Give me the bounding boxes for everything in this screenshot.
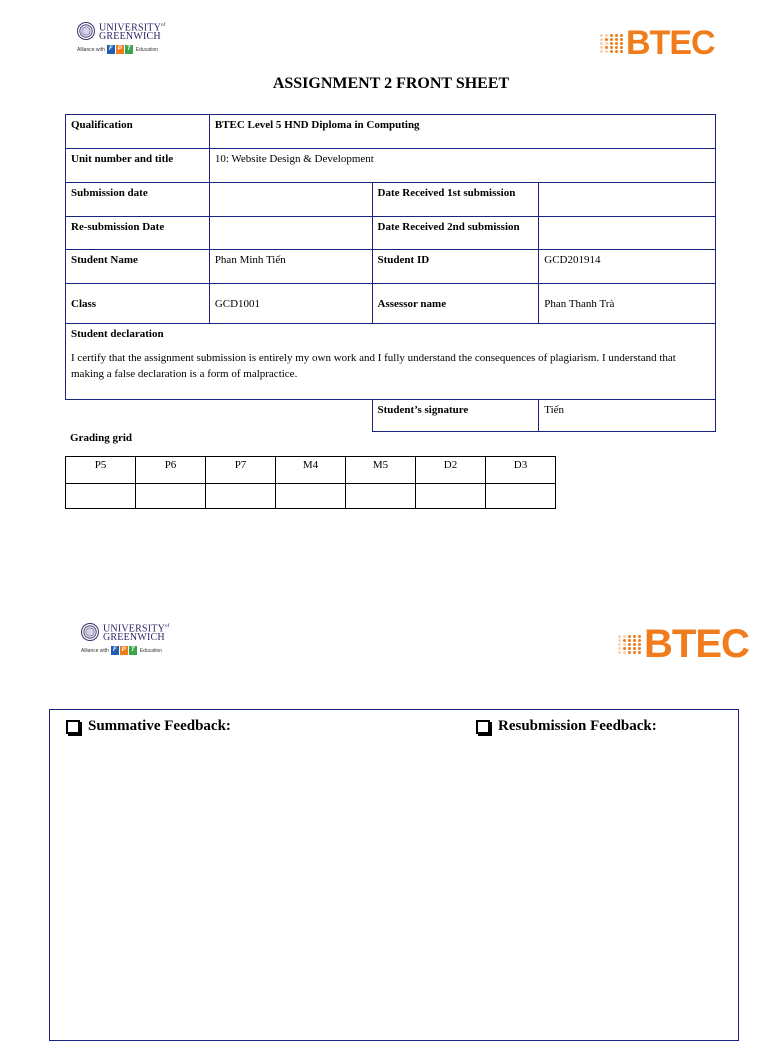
grade-header: M4	[276, 457, 346, 484]
university-greenwich-logo	[81, 622, 170, 655]
university-greenwich-logo	[77, 21, 166, 54]
logo-alliance-text: Alliance with	[81, 647, 109, 654]
qualification-value: BTEC Level 5 HND Diploma in Computing	[209, 115, 715, 149]
grading-grid	[65, 456, 556, 509]
summative-feedback-label: Summative Feedback:	[88, 718, 231, 734]
btec-dots-icon	[600, 34, 624, 53]
unit-label: Unit number and title	[66, 149, 210, 183]
grade-cell[interactable]	[416, 484, 486, 509]
student-name-label: Student Name	[66, 250, 210, 284]
logo-alliance-text: Alliance with	[77, 46, 105, 53]
table-row	[66, 217, 716, 250]
logo-greenwich-text: GREENWICH	[103, 632, 165, 644]
btec-logo-text: BTEC	[626, 24, 715, 62]
grade-cell[interactable]	[276, 484, 346, 509]
btec-logo	[618, 622, 749, 667]
fpt-letter: T	[125, 45, 133, 54]
grade-header: M5	[346, 457, 416, 484]
fpt-letter: P	[121, 647, 126, 654]
resubmission-date-label: Re-submission Date	[66, 217, 210, 250]
grade-cell[interactable]	[136, 484, 206, 509]
signature-label: Student’s signature	[372, 400, 539, 432]
unit-value: 10: Website Design & Development	[209, 149, 715, 183]
submission-date-label: Submission date	[66, 183, 210, 217]
fpt-logo	[111, 646, 138, 655]
table-row	[66, 284, 716, 324]
submission-date-field[interactable]	[209, 183, 372, 217]
grade-cell[interactable]	[346, 484, 416, 509]
grade-cell[interactable]	[66, 484, 136, 509]
university-crest-icon	[77, 22, 95, 40]
logo-university-text: UNIVERSITY	[103, 623, 165, 635]
grade-cell[interactable]	[206, 484, 276, 509]
class-label: Class	[66, 284, 210, 324]
student-id-label: Student ID	[372, 250, 539, 284]
logo-greenwich-text: GREENWICH	[99, 31, 161, 43]
feedback-box	[49, 709, 739, 1041]
signature-value[interactable]: Tiến	[539, 400, 716, 432]
date-received-1-label: Date Received 1st submission	[372, 183, 539, 217]
date-received-2-label: Date Received 2nd submission	[372, 217, 539, 250]
grade-cell[interactable]	[486, 484, 556, 509]
grading-header-row	[66, 457, 556, 484]
student-id-value[interactable]: GCD201914	[539, 250, 716, 284]
university-crest-icon	[81, 623, 99, 641]
grade-header: P7	[206, 457, 276, 484]
checkbox-icon[interactable]	[66, 720, 80, 734]
fpt-letter: F	[111, 646, 119, 655]
resubmission-date-field[interactable]	[209, 217, 372, 250]
grading-value-row	[66, 484, 556, 509]
btec-logo-text: BTEC	[644, 622, 749, 666]
table-row	[66, 115, 716, 149]
table-row	[66, 183, 716, 217]
table-row	[66, 400, 716, 432]
btec-dots-icon	[618, 635, 642, 654]
date-received-2-field[interactable]	[539, 217, 716, 250]
declaration-label: Student declaration	[71, 328, 164, 340]
summative-feedback-item[interactable]	[66, 718, 231, 735]
fpt-letter: P	[117, 46, 122, 53]
declaration-cell	[66, 324, 716, 400]
fpt-letter: T	[129, 646, 137, 655]
resubmission-feedback-label: Resubmission Feedback:	[498, 718, 657, 734]
page-title: ASSIGNMENT 2 FRONT SHEET	[272, 75, 510, 92]
grade-header: D3	[486, 457, 556, 484]
qualification-label: Qualification	[66, 115, 210, 149]
logo-education-text: Education	[135, 46, 159, 53]
table-row	[66, 324, 716, 400]
fpt-letter: F	[107, 45, 115, 54]
assessor-label: Assessor name	[372, 284, 539, 324]
grade-header: P5	[66, 457, 136, 484]
table-row	[66, 149, 716, 183]
fpt-logo	[107, 45, 134, 54]
empty-cell	[66, 400, 373, 432]
checkbox-icon[interactable]	[476, 720, 490, 734]
logo-university-text: UNIVERSITY	[99, 22, 161, 34]
class-value[interactable]: GCD1001	[209, 284, 372, 324]
grade-header: P6	[136, 457, 206, 484]
student-name-value[interactable]: Phan Minh Tiến	[209, 250, 372, 284]
assessor-value[interactable]: Phan Thanh Trà	[539, 284, 716, 324]
grade-header: D2	[416, 457, 486, 484]
logo-education-text: Education	[139, 647, 163, 654]
date-received-1-field[interactable]	[539, 183, 716, 217]
table-row	[66, 250, 716, 284]
logo-of-text: of	[165, 624, 170, 629]
front-sheet-table	[65, 114, 716, 432]
declaration-text: I certify that the assignment submission is entirely my own work and I fully understand the consequences of plagiarism. I understand that making a false declaration is a form of malpractice.	[71, 352, 676, 380]
resubmission-feedback-item[interactable]	[476, 718, 657, 735]
btec-logo	[600, 24, 715, 63]
grading-grid-label: Grading grid	[70, 432, 133, 444]
logo-of-text: of	[161, 23, 166, 28]
